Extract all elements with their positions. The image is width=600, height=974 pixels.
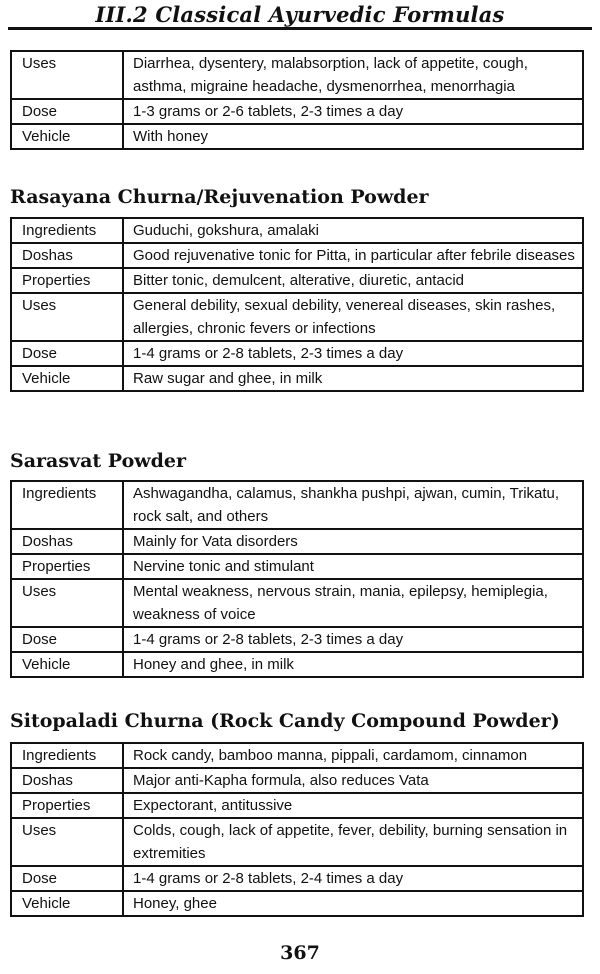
table-row <box>11 743 583 768</box>
row-label: Dose <box>11 99 123 124</box>
table-row <box>11 554 583 579</box>
row-value: Mainly for Vata disorders <box>123 529 583 554</box>
row-label: Dose <box>11 341 123 366</box>
table-row <box>11 891 583 916</box>
row-label: Ingredients <box>11 481 123 529</box>
row-label: Uses <box>11 293 123 341</box>
table-row <box>11 366 583 391</box>
table-row <box>11 99 583 124</box>
row-label: Vehicle <box>11 124 123 149</box>
row-label: Uses <box>11 818 123 866</box>
table-row <box>11 529 583 554</box>
row-label: Properties <box>11 268 123 293</box>
row-value: Raw sugar and ghee, in milk <box>123 366 583 391</box>
row-label: Ingredients <box>11 743 123 768</box>
row-value: Good rejuvenative tonic for Pitta, in particular after febrile diseases <box>123 243 583 268</box>
formula-table <box>10 50 584 150</box>
section-title: Rasayana Churna/Rejuvenation Powder <box>10 186 429 208</box>
table-row <box>11 627 583 652</box>
row-label: Properties <box>11 554 123 579</box>
table-row <box>11 481 583 529</box>
row-value: 1-3 grams or 2-6 tablets, 2-3 times a day <box>123 99 583 124</box>
section-title: Sitopaladi Churna (Rock Candy Compound Powder) <box>10 710 560 732</box>
table-row <box>11 51 583 99</box>
header-rule <box>8 27 592 30</box>
row-value: Rock candy, bamboo manna, pippali, cardamom, cinnamon <box>123 743 583 768</box>
row-value: 1-4 grams or 2-8 tablets, 2-3 times a day <box>123 627 583 652</box>
table-row <box>11 768 583 793</box>
table-row <box>11 579 583 627</box>
row-value: 1-4 grams or 2-8 tablets, 2-3 times a day <box>123 341 583 366</box>
table-row <box>11 341 583 366</box>
table-row <box>11 652 583 677</box>
row-value: Ashwagandha, calamus, shankha pushpi, ajwan, cumin, Trikatu, rock salt, and others <box>123 481 583 529</box>
row-value: Major anti-Kapha formula, also reduces Vata <box>123 768 583 793</box>
running-header: III.2 Classical Ayurvedic Formulas <box>95 2 505 27</box>
row-label: Vehicle <box>11 366 123 391</box>
table-row <box>11 268 583 293</box>
row-value: Honey and ghee, in milk <box>123 652 583 677</box>
row-value: Honey, ghee <box>123 891 583 916</box>
row-label: Doshas <box>11 243 123 268</box>
row-label: Vehicle <box>11 652 123 677</box>
table-row <box>11 293 583 341</box>
row-label: Properties <box>11 793 123 818</box>
row-value: Colds, cough, lack of appetite, fever, debility, burning sensation in extremities <box>123 818 583 866</box>
row-value: Mental weakness, nervous strain, mania, epilepsy, hemiplegia, weakness of voice <box>123 579 583 627</box>
row-value: General debility, sexual debility, venereal diseases, skin rashes, allergies, chronic fevers or infections <box>123 293 583 341</box>
formula-table <box>10 480 584 678</box>
table-row <box>11 218 583 243</box>
row-value: Bitter tonic, demulcent, alterative, diuretic, antacid <box>123 268 583 293</box>
row-value: Guduchi, gokshura, amalaki <box>123 218 583 243</box>
page-number: 367 <box>280 942 320 964</box>
formula-table <box>10 217 584 392</box>
table-row <box>11 124 583 149</box>
row-label: Doshas <box>11 529 123 554</box>
table-row <box>11 243 583 268</box>
row-label: Vehicle <box>11 891 123 916</box>
row-label: Uses <box>11 579 123 627</box>
row-value: Diarrhea, dysentery, malabsorption, lack of appetite, cough, asthma, migraine headache, dysmenorrhea, menorrhagia <box>123 51 583 99</box>
formula-table <box>10 742 584 917</box>
row-value: Nervine tonic and stimulant <box>123 554 583 579</box>
table-row <box>11 793 583 818</box>
row-label: Ingredients <box>11 218 123 243</box>
section-title: Sarasvat Powder <box>10 450 186 472</box>
row-value: Expectorant, antitussive <box>123 793 583 818</box>
table-row <box>11 866 583 891</box>
row-label: Doshas <box>11 768 123 793</box>
table-row <box>11 818 583 866</box>
row-label: Uses <box>11 51 123 99</box>
row-label: Dose <box>11 627 123 652</box>
row-value: 1-4 grams or 2-8 tablets, 2-4 times a day <box>123 866 583 891</box>
row-label: Dose <box>11 866 123 891</box>
row-value: With honey <box>123 124 583 149</box>
